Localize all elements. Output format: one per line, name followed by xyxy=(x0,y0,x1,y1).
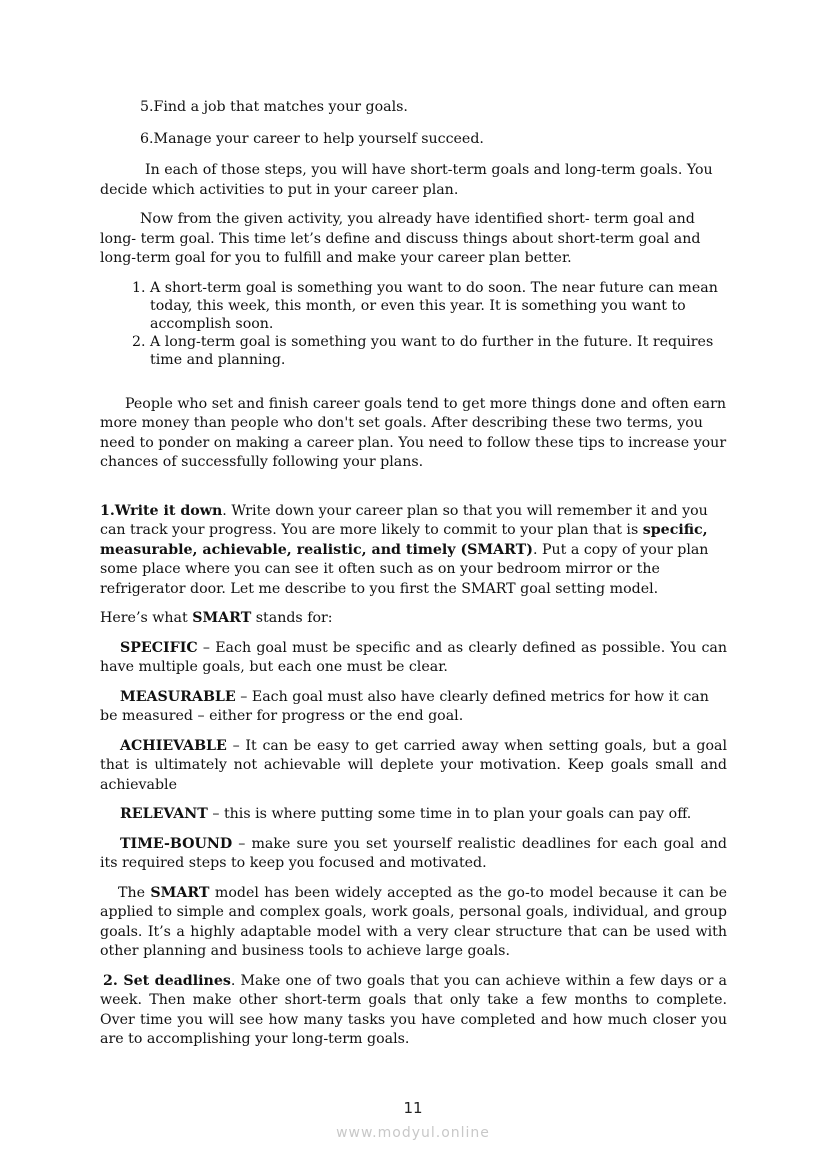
smart-text-time-bound: – make sure you set yourself realistic deadlines for each goal and its required steps to keep you focused and motivated. xyxy=(100,835,727,871)
tip-set-deadlines xyxy=(100,972,727,1050)
smart-model-before: The xyxy=(118,884,151,901)
smart-term-specific: SPECIFIC xyxy=(120,639,198,656)
smart-term-measurable: MEASURABLE xyxy=(120,688,236,705)
smart-text-specific: – Each goal must be specific and as clearly defined as possible. You can have multiple goals, but each one must be clear. xyxy=(100,639,727,675)
smart-intro-term: SMART xyxy=(192,610,252,626)
step-6: 6.Manage your career to help yourself succeed. xyxy=(140,130,484,147)
smart-model-term: SMART xyxy=(150,884,210,901)
smart-intro-before: Here’s what xyxy=(100,610,193,626)
tip-1-text-a: . Write down your career plan so that you will remember it and you can track your progress. You are more likely to commit to your plan that is xyxy=(100,502,708,538)
smart-term-relevant: RELEVANT xyxy=(120,806,208,822)
definitions-list xyxy=(100,279,727,369)
tip-2-text: . Make one of two goals that you can achieve within a few days or a week. Then make other short-term goals that only take a few months to complete. Over time you will see how many tasks you have completed and how much closer you are to accomplishing your long-term goals. xyxy=(100,972,727,1047)
smart-term-achievable: ACHIEVABLE xyxy=(120,737,227,754)
smart-achievable xyxy=(100,737,727,796)
paragraph-define-goals: Now from the given activity, you already have identified short- term goal and long- term goal. This time let’s define and discuss things about short-term goal and long-term goal for you to fulfill and make your career plan better. xyxy=(100,211,701,266)
smart-text-achievable: – It can be easy to get carried away when setting goals, but a goal that is ultimately not achievable will deplete your motivation. Keep goals small and achievable xyxy=(100,737,727,793)
paragraph-career-goals: People who set and finish career goals tend to get more things done and often earn more money than people who don't set goals. After describing these two terms, you need to ponder on making a career plan. You need to follow these tips to increase your chances of successfully following your plans. xyxy=(100,395,727,470)
smart-model-paragraph xyxy=(100,884,727,962)
smart-text-relevant: – this is where putting some time in to plan your goals can pay off. xyxy=(207,806,692,822)
tip-1-text-b: . Put a copy of your plan some place where you can see it often such as on your bedroom mirror or the refrigerator door. Let me describe to you first the SMART goal setting model. xyxy=(100,541,709,597)
tip-2-heading: 2. Set deadlines xyxy=(103,972,231,989)
smart-intro xyxy=(100,609,727,629)
smart-specific xyxy=(100,639,727,678)
smart-text-measurable: – Each goal must also have clearly defined metrics for how it can be measured – either for progress or the end goal. xyxy=(100,688,709,724)
smart-intro-after: stands for: xyxy=(251,610,333,626)
smart-time-bound xyxy=(100,835,727,874)
definition-long-term: 2. A long-term goal is something you want to do further in the future. It requires time and planning. xyxy=(150,333,727,369)
tip-1-heading: 1.Write it down xyxy=(100,502,223,519)
definition-short-term: 1. A short-term goal is something you want to do soon. The near future can mean today, this week, this month, or even this year. It is something you want to accomplish soon. xyxy=(150,279,727,333)
smart-measurable xyxy=(100,688,727,727)
page-number: 11 xyxy=(403,1099,423,1117)
smart-term-time-bound: TIME-BOUND xyxy=(120,835,233,852)
step-5: 5.Find a job that matches your goals. xyxy=(140,99,408,115)
page-body xyxy=(100,98,727,1060)
watermark: www.modyul.online xyxy=(336,1125,490,1141)
smart-model-after: model has been widely accepted as the go-to model because it can be applied to simple and complex goals, work goals, personal goals, individual, and group goals. It’s a highly adaptable model with a very clear structure that can be used with other planning and business tools to achieve large goals. xyxy=(100,884,727,959)
tip-1-smart-words: specific, measurable, achievable, realistic, and timely (SMART) xyxy=(100,522,708,558)
paragraph-steps-goals: In each of those steps, you will have short-term goals and long-term goals. You decide which activities to put in your career plan. xyxy=(100,162,713,198)
smart-relevant xyxy=(100,805,727,825)
tip-write-it-down xyxy=(100,502,727,600)
